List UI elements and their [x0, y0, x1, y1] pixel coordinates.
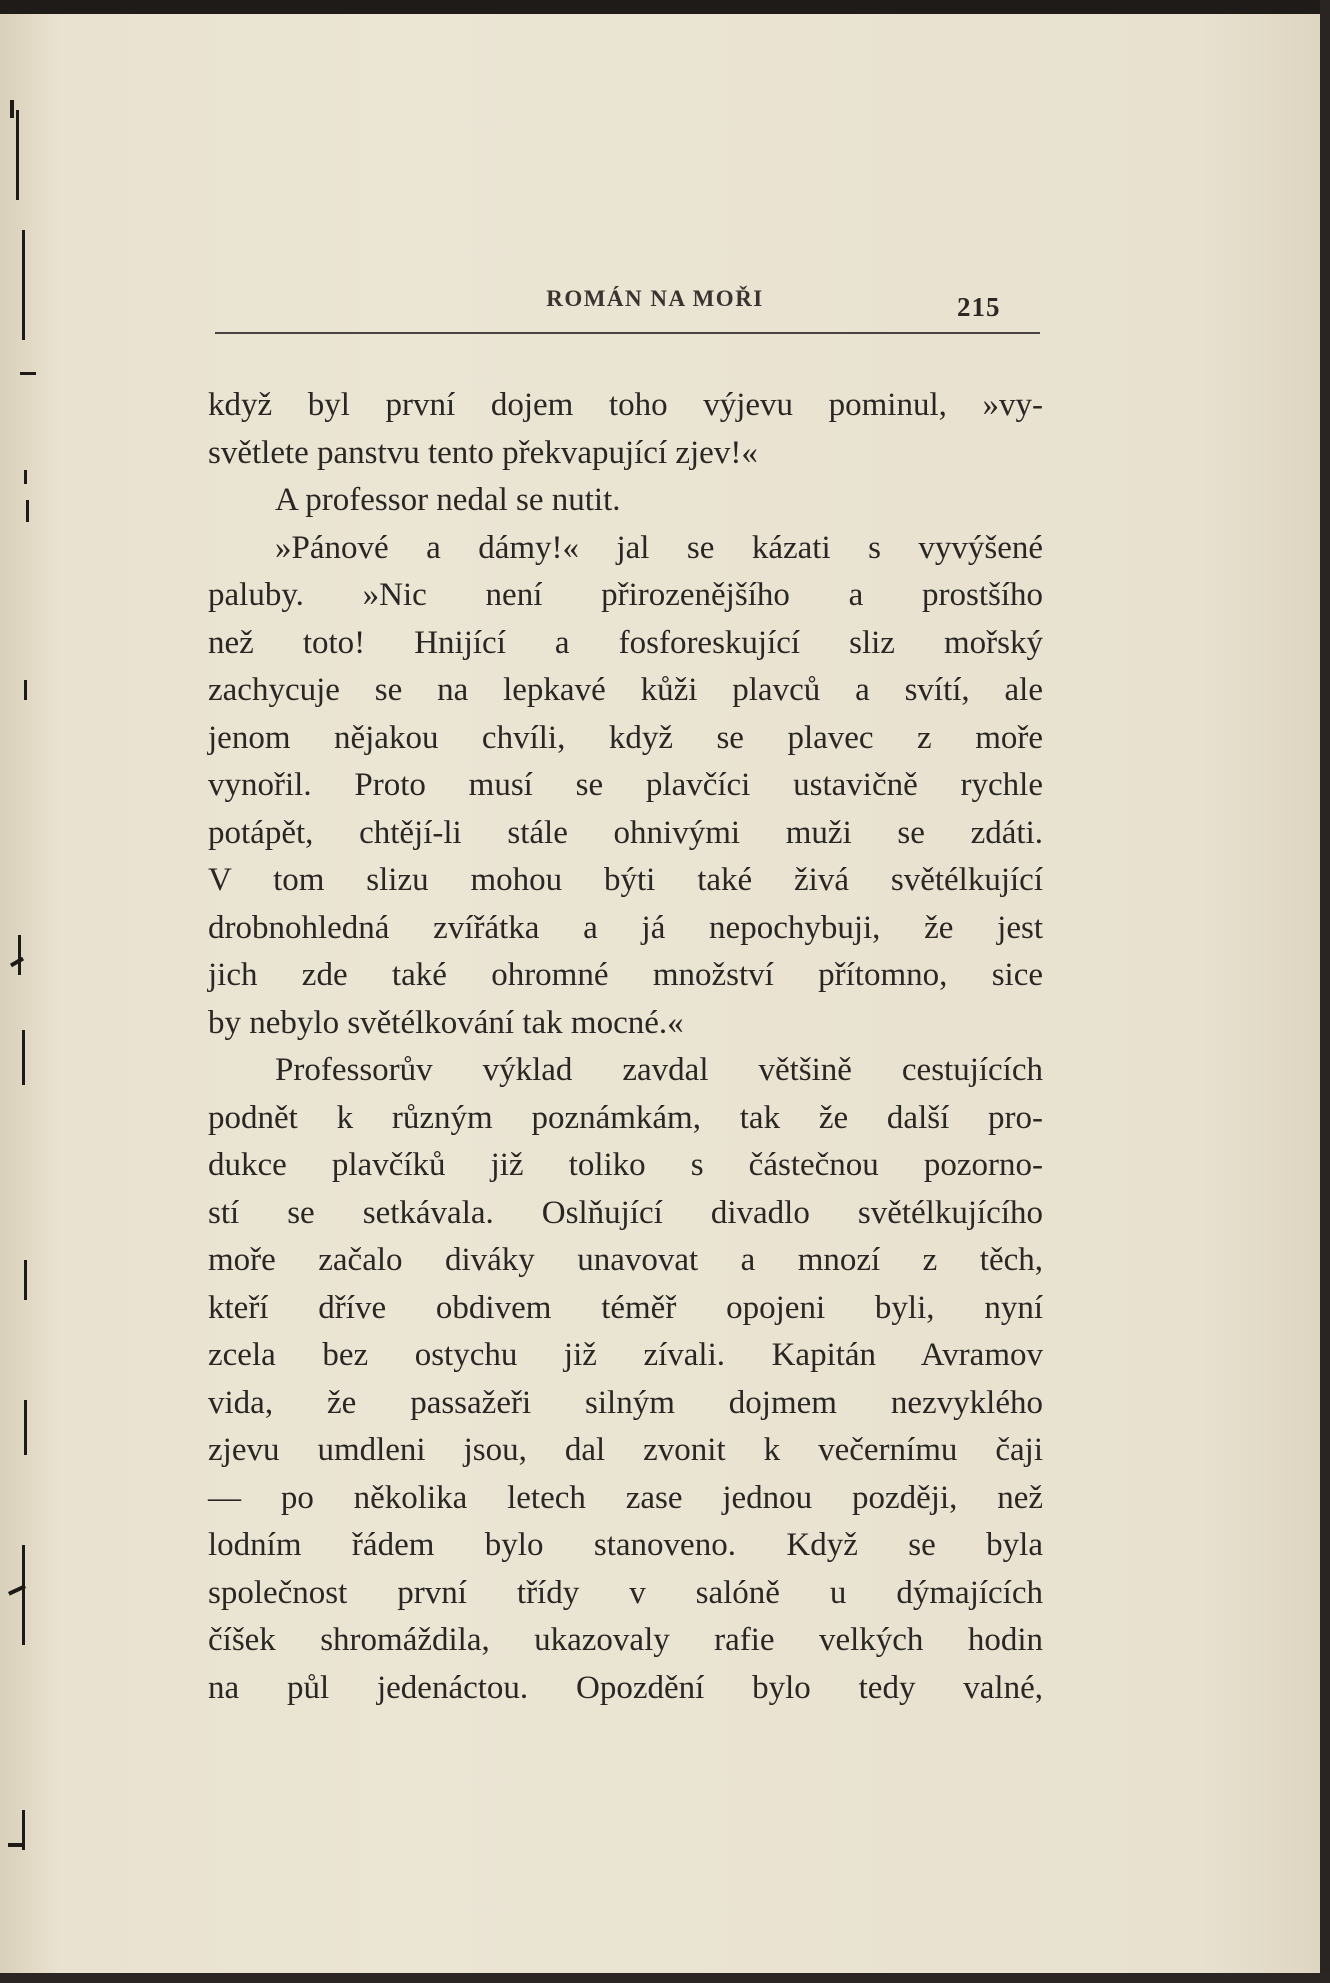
text-line: — po několika letech zase jednou později, než — [208, 1479, 1043, 1516]
text-line: stí se setkávala. Oslňující divadlo světélkujícího — [208, 1194, 1043, 1231]
scan-bottom-edge — [0, 1973, 1330, 1983]
page-number: 215 — [957, 292, 1001, 322]
text-line: potápět, chtějí-li stále ohnivými muži se zdáti. — [208, 814, 1043, 851]
text-line: kteří dříve obdivem téměř opojeni byli, nyní — [208, 1289, 1043, 1326]
text-line: vynořil. Proto musí se plavčíci ustavičně rychle — [208, 767, 1043, 803]
text-line: světlete panstvu tento překvapující zjev!« — [208, 434, 758, 471]
text-line: podnět k různým poznámkám, tak že další pro- — [208, 1099, 1043, 1136]
text-line: zachycuje se na lepkavé kůži plavců a svítí, ale — [208, 672, 1043, 708]
text-line: V tom slizu mohou býti také živá světélkující — [208, 862, 1043, 898]
text-line: na půl jedenáctou. Opozdění bylo tedy valné, — [208, 1669, 1043, 1706]
running-title: ROMÁN NA MOŘI — [546, 286, 764, 311]
binding-stitching — [0, 0, 44, 1983]
text-line: zjevu umdleni jsou, dal zvonit k večernímu čaji — [208, 1432, 1043, 1468]
page-header — [215, 286, 1040, 338]
text-line: jich zde také ohromné množství přítomno, sice — [208, 957, 1043, 993]
text-line: než toto! Hnijící a fosforeskující sliz mořský — [208, 624, 1043, 661]
text-line: drobnohledná zvířátka a já nepochybuji, že jest — [208, 909, 1043, 946]
text-line: moře začalo diváky unavovat a mnozí z těch, — [208, 1242, 1043, 1278]
text-line: číšek shromáždila, ukazovaly rafie velkých hodin — [208, 1622, 1043, 1658]
text-line: A professor nedal se nutit. — [275, 482, 621, 518]
text-line: dukce plavčíků již toliko s částečnou pozorno- — [208, 1147, 1043, 1183]
text-line: když byl první dojem toho výjevu pominul, »vy- — [208, 387, 1043, 423]
scan-right-edge — [1320, 0, 1330, 1983]
text-line: jenom nějakou chvíli, když se plavec z moře — [208, 719, 1043, 756]
text-line: lodním řádem bylo stanoveno. Když se byla — [208, 1527, 1043, 1563]
header-rule — [215, 332, 1040, 334]
text-line: Professorův výklad zavdal většině cestujících — [275, 1052, 1043, 1088]
scan-top-edge — [0, 0, 1330, 14]
text-line: by nebylo světélkování tak mocné.« — [208, 1004, 684, 1041]
text-line: vida, že passažeři silným dojmem nezvyklého — [208, 1384, 1043, 1421]
text-line: paluby. »Nic není přirozenějšího a prostšího — [208, 577, 1043, 613]
body-text — [208, 382, 1043, 1712]
text-line: společnost první třídy v salóně u dýmajících — [208, 1574, 1043, 1611]
text-line: »Pánové a dámy!« jal se kázati s vyvýšené — [275, 529, 1043, 566]
text-line: zcela bez ostychu již zívali. Kapitán Avramov — [208, 1337, 1043, 1373]
